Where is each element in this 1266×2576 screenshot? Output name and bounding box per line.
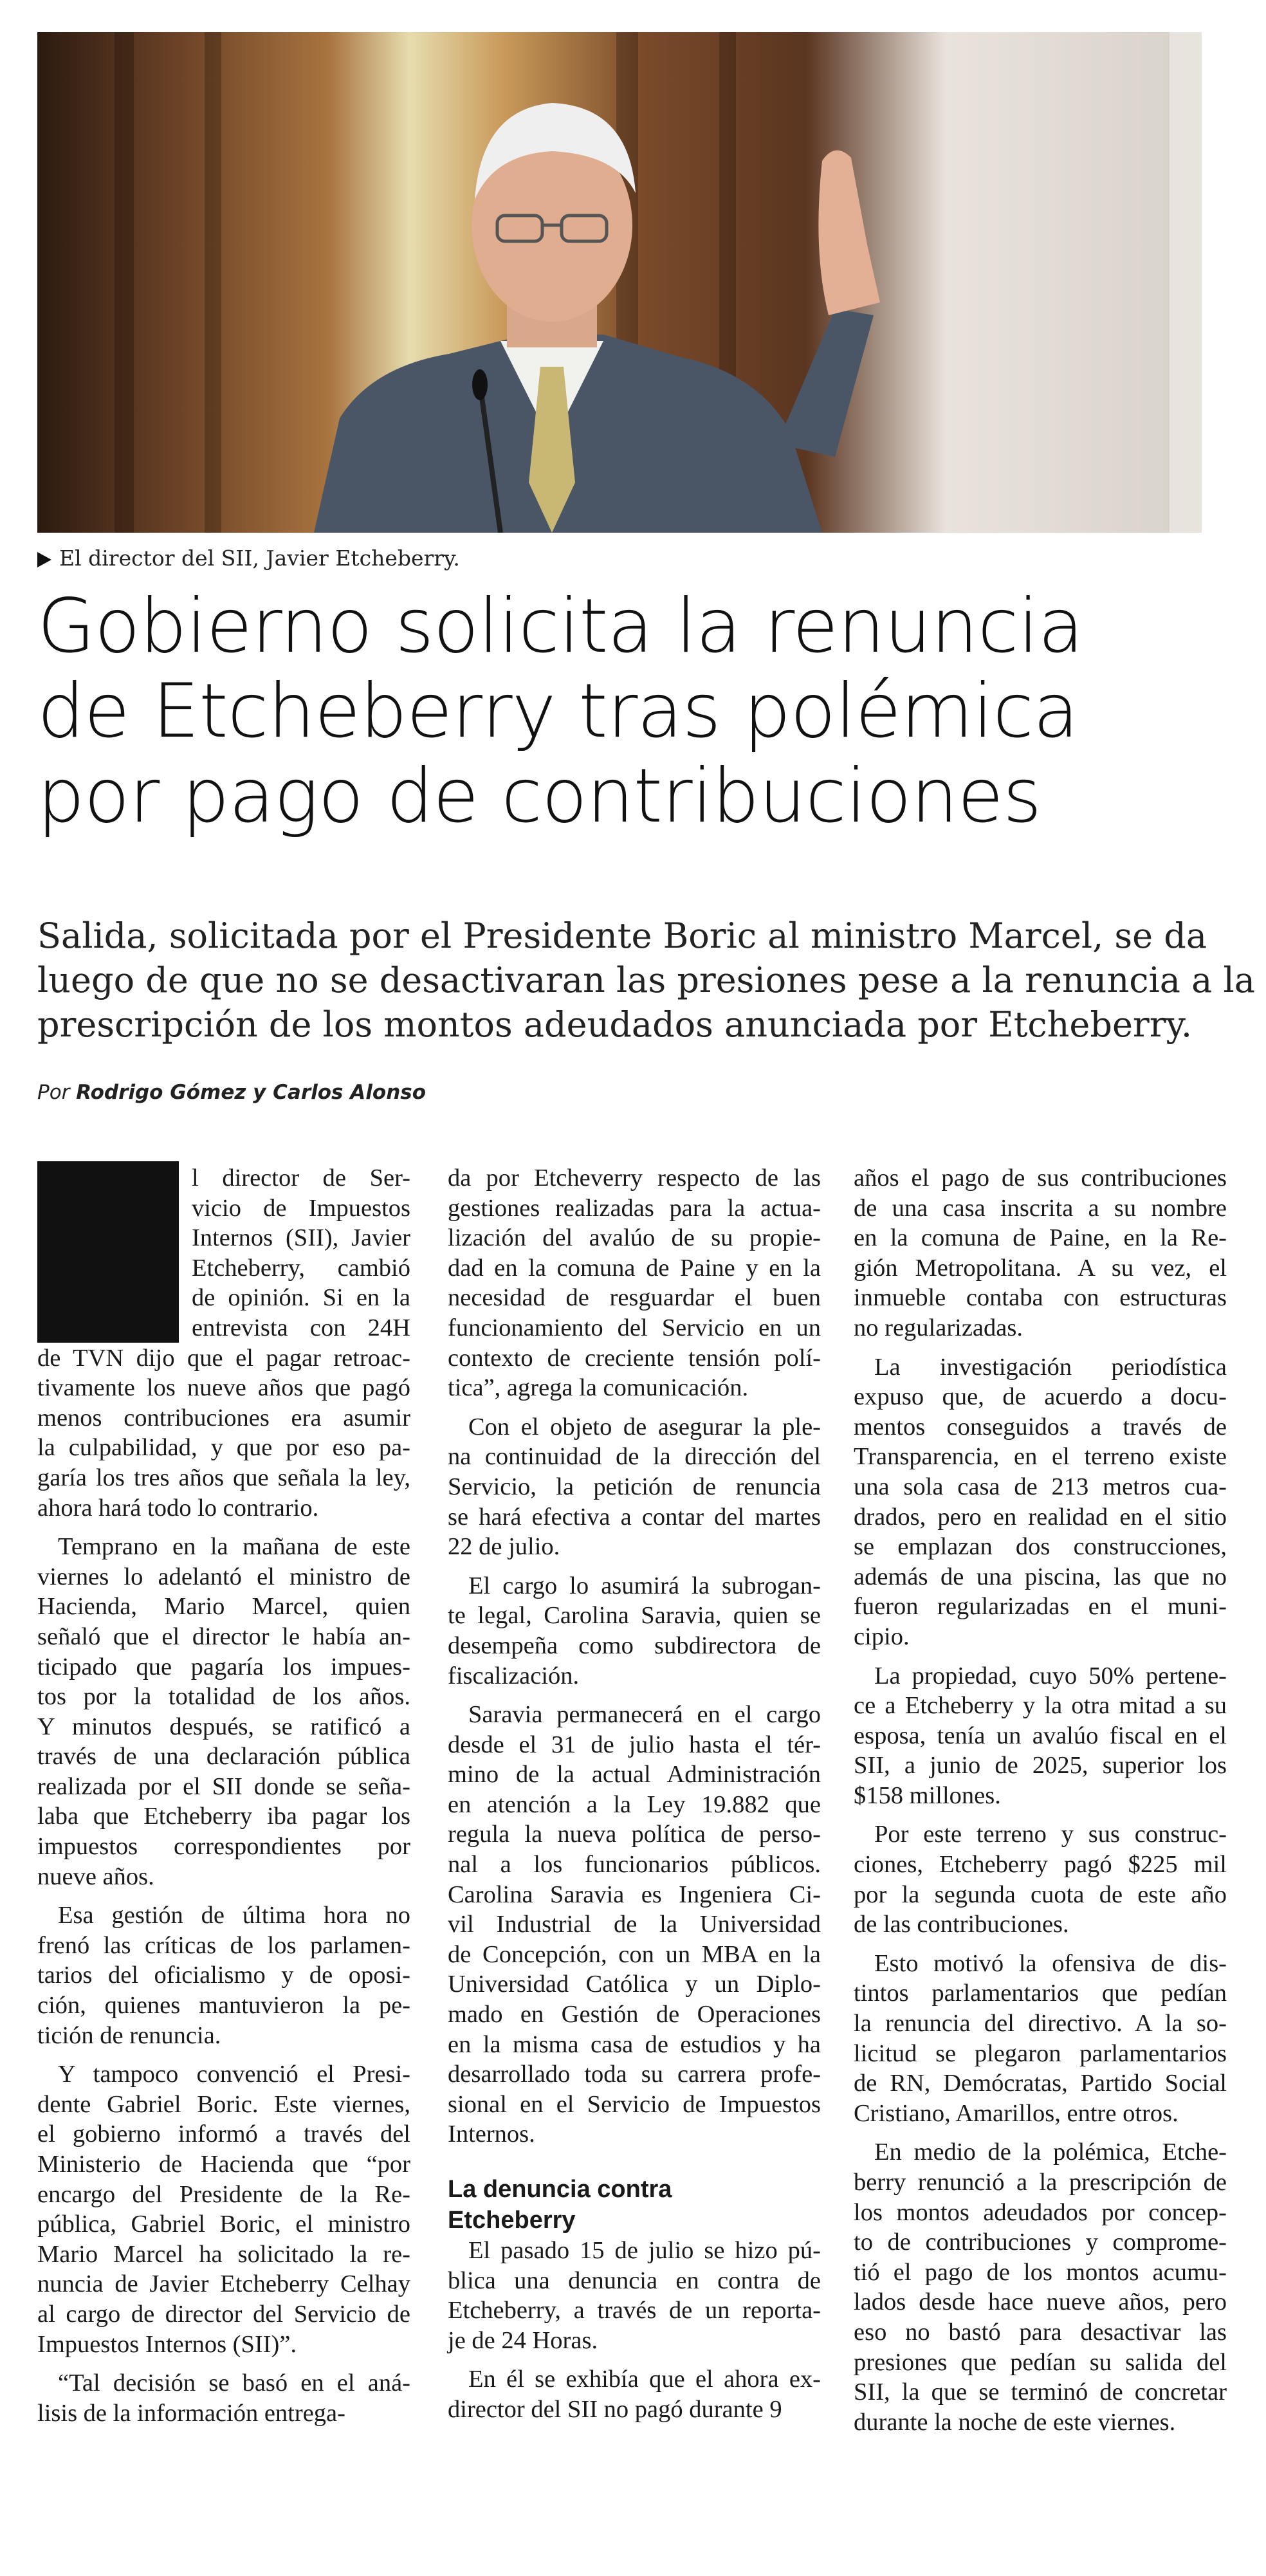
article-line: Etcheberry, a través de un reporta- [448,2297,821,2324]
article-line: te legal, Carolina Saravia, quien se [448,1602,821,1630]
article-line: ticipado que pagaría los impues- [37,1653,410,1680]
paragraph-gap [37,2050,410,2059]
article-line: blica una denuncia en contra de [448,2267,821,2294]
column-1 [37,1163,410,2428]
article-line: da por Etcheverry respecto de las [448,1164,821,1191]
paragraph-gap [448,1403,821,1412]
column-3 [854,1163,1227,2437]
article-line: tición de renuncia. [37,2021,221,2049]
article-line: Servicio, la petición de renuncia [448,1473,821,1500]
article-line: nal a los funcionarios públicos. [448,1851,821,1879]
caption-arrow-icon [37,552,51,567]
photo-caption [37,546,460,571]
article-line: Carolina Saravia es Ingeniera Ci- [448,1881,821,1908]
deck-line: luego de que no se desactivaran las presiones pese a la renuncia a la [37,960,1255,1000]
article-line: Ministerio de Hacienda que “por [37,2151,410,2178]
article-line: lización del avalúo de su propie- [448,1224,821,1252]
article-line: Impuestos Internos (SII)”. [37,2330,297,2358]
article-line: expuso que, de acuerdo a docu- [854,1383,1227,1411]
article-line: desarrollado toda su carrera profe- [448,2061,821,2088]
article-line: se emplazan dos construcciones, [854,1533,1227,1561]
article-line: viernes lo adelantó el ministro de [37,1563,410,1590]
article-line: Esto motivó la ofensiva de dis- [874,1949,1227,1977]
article-line: Y minutos después, se ratificó a [37,1713,410,1740]
column-2-tail [448,2236,821,2425]
paragraph-gap [854,1343,1227,1352]
article-line: Cristiano, Amarillos, entre otros. [854,2099,1179,2127]
article-line: ción, quienes mantuvieron la pe- [37,1992,410,2019]
article-line: además de una piscina, las que no [854,1563,1227,1590]
subhead-line: Etcheberry [448,2207,576,2234]
article-line: El cargo lo asumirá la subrogan- [468,1572,821,1599]
article-line: drados, pero en realidad en el sitio [854,1503,1227,1531]
article-line: de TVN dijo que el pagar retroac- [37,1344,410,1372]
article-line: en atención a la Ley 19.882 que [448,1790,821,1818]
article-line: En él se exhibía que el ahora ex- [468,2366,821,2393]
article-line: de RN, Demócratas, Partido Social [854,2070,1227,2097]
article-line: tió el pago de los montos acumu- [854,2258,1227,2286]
article-line: Internos. [448,2121,535,2148]
article-line: se hará efectiva a contar del martes [448,1503,821,1531]
article-line: durante la noche de este viernes. [854,2408,1176,2436]
article-line: contexto de creciente tensión polí- [448,1344,821,1372]
headline-line: de Etcheberry tras polémica [37,668,1079,755]
column-2-body [448,1163,821,2149]
article-line: encargo del Presidente de la Re- [37,2180,410,2208]
article-line: pública, Gabriel Boric, el ministro [37,2211,410,2238]
article-line: menos contribuciones era asumir [37,1404,410,1431]
byline-authors: Rodrigo Gómez y Carlos Alonso [76,1081,427,1104]
paragraph-gap [37,1523,410,1532]
article-line: Esa gestión de última hora no [58,1902,410,1929]
article-line: SII, la que se terminó de concretar [854,2378,1227,2406]
headline-line: Gobierno solicita la renuncia [37,583,1083,670]
article-line: La investigación periodística [874,1353,1227,1381]
article-line: dente Gabriel Boric. Este viernes, [37,2090,410,2118]
article-line: la renuncia del directivo. A la so- [854,2010,1227,2038]
article-line: 22 de julio. [448,1533,560,1561]
article-line: tos por la totalidad de los años. [37,1683,410,1711]
article-line: mado en Gestión de Operaciones [448,2001,821,2029]
article-line: to de contribuciones y comprome- [854,2229,1227,2256]
article-line: Transparencia, en el terreno existe [854,1443,1227,1471]
article-line: nueve años. [37,1863,154,1890]
article-line: gión Metropolitana. A su vez, el [854,1254,1227,1282]
article-line: Por este terreno y sus construc- [874,1821,1227,1848]
column-3-body [854,1163,1227,2437]
article-line: esposa, tenía un avalúo fiscal en el [854,1722,1227,1749]
article-line: en la misma casa de estudios y ha [448,2030,821,2058]
article-line: al cargo de director del Servicio de [37,2300,410,2328]
article-line: eso no bastó para desactivar las [854,2318,1227,2346]
paragraph-gap [448,1691,821,1700]
paragraph-gap [854,1940,1227,1949]
article-line: Saravia permanecerá en el cargo [468,1701,821,1729]
article-line: l director de Ser- [192,1164,410,1191]
article-line: laba que Etcheberry iba pagar los [37,1803,410,1830]
article-line: tarios del oficialismo y de oposi- [37,1962,410,1989]
article-line: fueron regularizadas en el muni- [854,1593,1227,1621]
article-line: La propiedad, cuyo 50% pertene- [874,1662,1227,1689]
article-line: el gobierno informó a través del [37,2121,410,2148]
article-line: Temprano en la mañana de este [58,1533,410,1561]
article-line: nuncia de Javier Etcheberry Celhay [37,2270,410,2298]
article-line: realizada por el SII donde se seña- [37,1772,410,1800]
article-line: Hacienda, Mario Marcel, quien [37,1593,410,1621]
lead-photo [37,32,1202,533]
article-line: regula la nueva política de perso- [448,1821,821,1848]
article-line: frenó las críticas de los parlamen- [37,1931,410,1959]
article-line: una sola casa de 213 metros cua- [854,1473,1227,1500]
subhead-line: La denuncia contra [448,2176,672,2203]
photo-illustration [37,32,1202,533]
deck-line: Salida, solicitada por el Presidente Boric al ministro Marcel, se da [37,915,1207,956]
paragraph-gap [448,2355,821,2364]
article-line: $158 millones. [854,1781,1001,1809]
deck-line: prescripción de los montos adeudados anunciada por Etcheberry. [37,1004,1193,1045]
article-line: de una casa inscrita a su nombre [854,1194,1227,1222]
article-line: cipio. [854,1623,910,1650]
article-line: tintos parlamentarios que pedían [854,1980,1227,2007]
article-line: impuestos correspondientes por [37,1833,410,1861]
paragraph-gap [854,1652,1227,1661]
column-2 [448,1163,821,2425]
article-line: de opinión. Si en la [192,1284,410,1312]
article-line: Y tampoco convenció el Presi- [58,2061,410,2088]
article-line: Universidad Católica y un Diplo- [448,1971,821,1998]
paragraph-gap [854,1810,1227,1819]
article-line: de las contribuciones. [854,1911,1069,1938]
article-line: vicio de Impuestos [192,1194,410,1222]
article-line: Etcheberry, cambió [192,1254,410,1282]
article-line: necesidad de resguardar el buen [448,1284,821,1312]
article-line: presiones que pedían su salida del [854,2348,1227,2376]
article-line: de Concepción, con un MBA en la [448,1940,821,1968]
article-line: funcionamiento del Servicio en un [448,1314,821,1341]
column-1-wrap [37,1163,410,1343]
article-line: El pasado 15 de julio se hizo pú- [468,2237,821,2264]
article-line: la culpabilidad, y que por eso pa- [37,1434,410,1462]
article-line: entrevista con 24H [192,1314,410,1341]
article-line: director del SII no pagó durante 9 [448,2395,782,2423]
article-line: inmueble contaba con estructuras [854,1284,1227,1312]
article-line: mentos conseguidos a través de [854,1413,1227,1440]
article-line: na continuidad de la dirección del [448,1443,821,1471]
article-line: no regularizadas. [854,1314,1023,1341]
article-line: SII, a junio de 2025, superior los [854,1752,1227,1780]
article-line: Mario Marcel ha solicitado la re- [37,2240,410,2268]
article-line: mino de la actual Administración [448,1761,821,1789]
article-line: través de una declaración pública [37,1743,410,1771]
article-line: En medio de la polémica, Etche- [874,2139,1227,2166]
paragraph-gap [854,2128,1227,2137]
paragraph-gap [448,1562,821,1571]
article-line: años el pago de sus contribuciones [854,1164,1227,1191]
article-line: berry renunció a la prescripción de [854,2169,1227,2196]
byline-prefix: Por [37,1081,77,1104]
article-line: vil Industrial de la Universidad [448,1911,821,1938]
article-line: sional en el Servicio de Impuestos [448,2090,821,2118]
article-line: desde el 31 de julio hasta el tér- [448,1731,821,1758]
article-line: gestiones realizadas para la actua- [448,1194,821,1222]
article-line: ahora hará todo lo contrario. [37,1494,319,1522]
article-line: tica”, agrega la comunicación. [448,1374,749,1402]
headline-line: por pago de contribuciones [37,753,1041,840]
article-line: en la comuna de Paine, en la Re- [854,1224,1227,1252]
column-1-body [37,1343,410,2429]
article-line: dad en la comuna de Paine y en la [448,1254,821,1282]
article-line: Con el objeto de asegurar la ple- [468,1413,821,1440]
article-line: los montos adeudados por concep- [854,2198,1227,2226]
article-line: licitud se plegaron parlamentarios [854,2039,1227,2067]
article-line: lados desde hace nueve años, pero [854,2288,1227,2316]
article-line: lisis de la información entrega- [37,2399,345,2427]
article-line: fiscalización. [448,1662,580,1689]
headline [37,584,1227,839]
article-line: por la segunda cuota de este año [854,1881,1227,1908]
article-line: ce a Etcheberry y la otra mitad a su [854,1692,1227,1720]
article-line: tivamente los nueve años que pagó [37,1374,410,1402]
article-line: desempeña como subdirectora de [448,1632,821,1659]
article-line: Internos (SII), Javier [192,1224,410,1252]
article-line: ciones, Etcheberry pagó $225 mil [854,1851,1227,1879]
deck [37,914,1255,1047]
article-line: “Tal decisión se basó en el aná- [58,2369,410,2397]
caption-text: El director del SII, Javier Etcheberry. [59,546,460,571]
paragraph-gap [37,1891,410,1900]
article-line: garía los tres años que señala la ley, [37,1464,410,1491]
byline [37,1081,426,1104]
article-line: señaló que el director le había an- [37,1623,410,1650]
drop-cap-letter: E [43,1161,173,1343]
paragraph-gap [37,2359,410,2368]
article-line: je de 24 Horas. [448,2326,598,2354]
